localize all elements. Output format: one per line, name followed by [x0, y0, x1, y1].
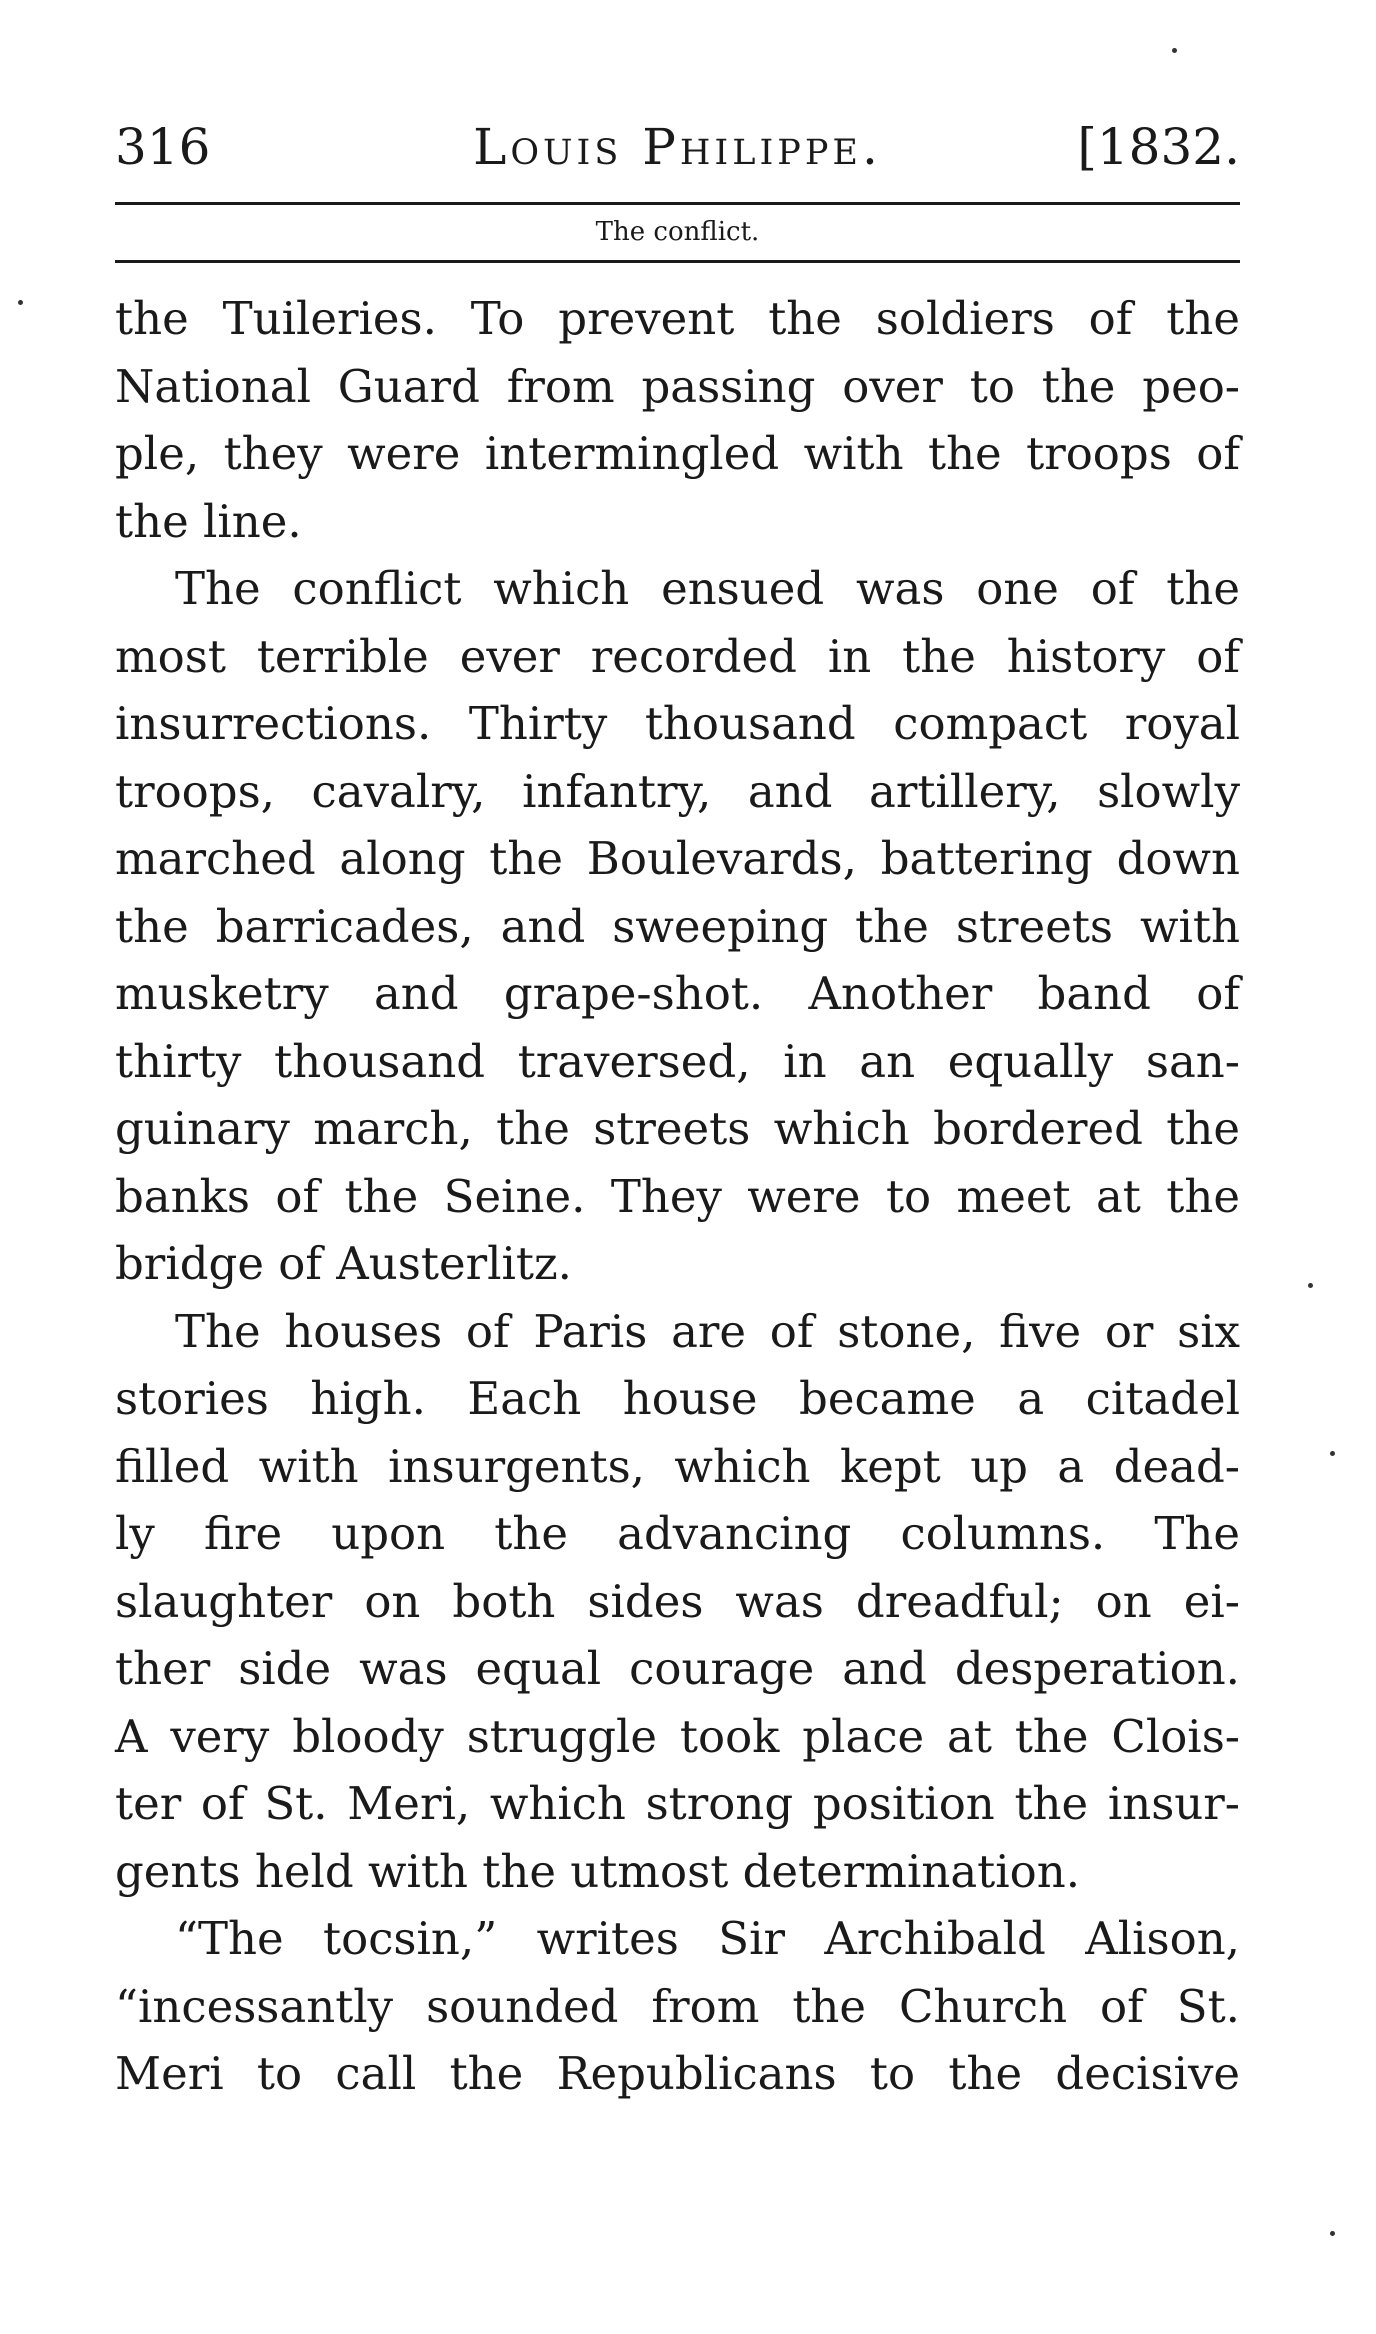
- text-line: the line.: [115, 494, 302, 548]
- print-speck: [1172, 48, 1177, 53]
- header-rule-bottom: [115, 260, 1240, 263]
- running-title: Louis Philippe.: [473, 118, 882, 176]
- text-line: ther side was equal courage and desperation.: [115, 1642, 1240, 1695]
- header-rule-top: [115, 202, 1240, 205]
- text-line: banks of the Seine. They were to meet at the: [115, 1169, 1240, 1223]
- text-line: ly fire upon the advancing columns. The: [115, 1507, 1240, 1560]
- print-speck: [1308, 1283, 1313, 1288]
- text-line: ter of St. Meri, which strong position the insur-: [115, 1777, 1240, 1830]
- text-line: The houses of Paris are of stone, five or six: [175, 1304, 1240, 1358]
- text-line: insurrections. Thirty thousand compact royal: [115, 697, 1240, 750]
- text-line: the Tuileries. To prevent the soldiers of the: [115, 292, 1240, 345]
- header-year: [1832.: [1077, 118, 1240, 176]
- page-number: 316: [115, 118, 211, 176]
- text-line: filled with insurgents, which kept up a dead-: [115, 1439, 1240, 1493]
- text-line: ple, they were intermingled with the troops of: [115, 427, 1240, 480]
- text-line: Meri to call the Republicans to the decisive: [115, 2047, 1240, 2100]
- text-line: musketry and grape-shot. Another band of: [115, 967, 1240, 1020]
- page-header: [115, 112, 1240, 182]
- text-line: guinary march, the streets which bordered the: [115, 1102, 1240, 1155]
- text-line: stories high. Each house became a citadel: [115, 1372, 1240, 1425]
- section-caption: The conflict.: [595, 217, 760, 247]
- print-speck: [1330, 2231, 1335, 2236]
- text-line: “incessantly sounded from the Church of St.: [115, 1979, 1240, 2033]
- text-line: slaughter on both sides was dreadful; on ei-: [115, 1574, 1240, 1628]
- print-speck: [18, 300, 23, 305]
- text-line: “The tocsin,” writes Sir Archibald Alison,: [175, 1912, 1240, 1965]
- body-text: [115, 285, 1240, 2108]
- text-line: gents held with the utmost determination.: [115, 1844, 1080, 1898]
- text-line: the barricades, and sweeping the streets with: [115, 899, 1240, 953]
- print-speck: [1330, 1451, 1335, 1456]
- text-line: National Guard from passing over to the peo-: [115, 359, 1240, 413]
- text-line: thirty thousand traversed, in an equally san-: [115, 1034, 1240, 1088]
- text-line: The conflict which ensued was one of the: [175, 562, 1240, 615]
- text-line: marched along the Boulevards, battering down: [115, 832, 1240, 885]
- text-line: bridge of Austerlitz.: [115, 1237, 572, 1290]
- text-line: troops, cavalry, infantry, and artillery, slowly: [115, 764, 1240, 818]
- text-line: most terrible ever recorded in the history of: [115, 629, 1240, 683]
- text-line: A very bloody struggle took place at the Clois-: [115, 1709, 1240, 1763]
